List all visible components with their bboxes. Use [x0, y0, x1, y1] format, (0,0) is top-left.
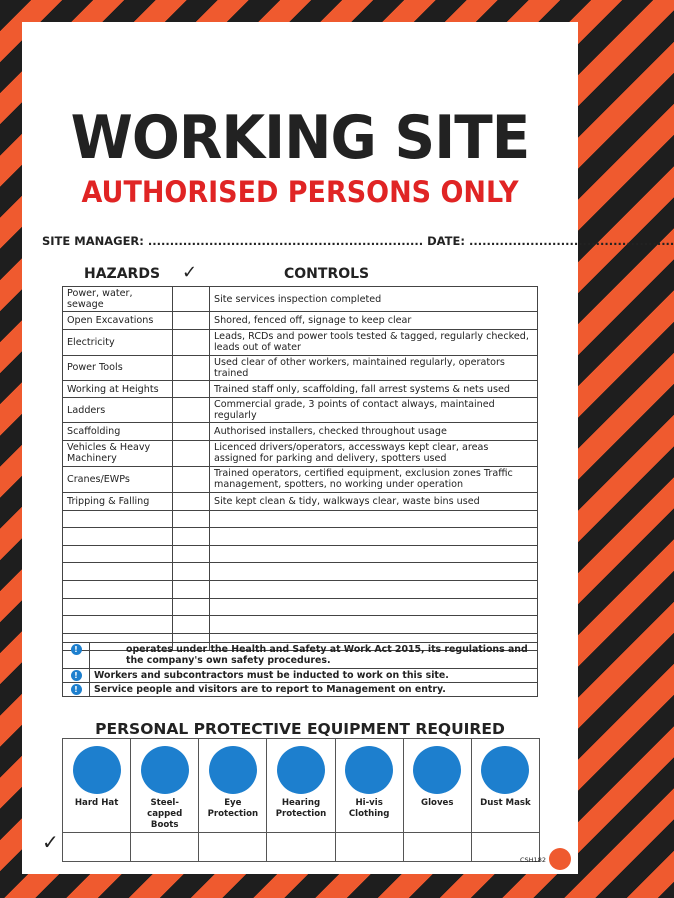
check-cell[interactable]: [173, 329, 210, 355]
dust-mask-icon: [481, 746, 529, 794]
control-cell: [210, 616, 538, 634]
ppe-item: [267, 739, 335, 833]
hazard-cell: Working at Heights: [63, 380, 173, 398]
hazard-row: [63, 398, 538, 423]
note-text: operates under the Health and Safety at Work Act 2015, its regulations and the company's own safety procedures.: [90, 643, 538, 669]
ppe-label: Hearing Protection: [275, 798, 327, 820]
hazard-cell: Scaffolding: [63, 423, 173, 441]
note-row: [63, 643, 538, 669]
ppe-item: [403, 739, 471, 833]
ppe-check-cell[interactable]: [403, 832, 471, 861]
hazard-cell: Power, water, sewage: [63, 287, 173, 312]
check-cell[interactable]: [173, 598, 210, 616]
boots-icon: [141, 746, 189, 794]
hazard-row: [63, 312, 538, 330]
hazard-cell: [63, 598, 173, 616]
note-row: [63, 682, 538, 696]
check-cell[interactable]: [173, 492, 210, 510]
ppe-item: [471, 739, 539, 833]
check-cell[interactable]: [173, 528, 210, 546]
control-cell: [210, 510, 538, 528]
control-cell: Site kept clean & tidy, walkways clear, waste bins used: [210, 492, 538, 510]
check-cell[interactable]: [173, 545, 210, 563]
check-cell[interactable]: [173, 616, 210, 634]
hazard-cell: [63, 580, 173, 598]
note-row: [63, 668, 538, 682]
site-manager-line: SITE MANAGER: ............................................................... DATE: ...............................................: [42, 234, 674, 248]
product-code: CSH182: [520, 856, 546, 864]
control-cell: Leads, RCDs and power tools tested & tagged, regularly checked, leads out of water: [210, 329, 538, 355]
control-cell: [210, 598, 538, 616]
info-icon: !: [71, 670, 82, 681]
ppe-label: Hard Hat: [74, 798, 119, 808]
sign-title: WORKING SITE: [70, 103, 530, 173]
control-cell: Licenced drivers/operators, accessways kept clear, areas assigned for parking and delivery, spotters used: [210, 440, 538, 466]
control-cell: Trained operators, certified equipment, exclusion zones Traffic management, spotters, no working under operation: [210, 466, 538, 492]
hazards-header: HAZARDS: [84, 266, 161, 282]
note-text: Service people and visitors are to report to Management on entry.: [90, 682, 538, 696]
ppe-item: [199, 739, 267, 833]
control-cell: Trained staff only, scaffolding, fall arrest systems & nets used: [210, 380, 538, 398]
hazard-cell: [63, 510, 173, 528]
ppe-check-cell[interactable]: [267, 832, 335, 861]
check-cell[interactable]: [173, 380, 210, 398]
hazard-cell: [63, 616, 173, 634]
control-cell: Commercial grade, 3 points of contact always, maintained regularly: [210, 398, 538, 423]
ppe-check-cell[interactable]: [335, 832, 403, 861]
hazard-row: [63, 492, 538, 510]
check-cell[interactable]: [173, 423, 210, 441]
hazard-row: [63, 466, 538, 492]
hazard-row: [63, 580, 538, 598]
ppe-label: Steel-capped Boots: [147, 798, 183, 831]
control-cell: [210, 545, 538, 563]
ppe-label: Gloves: [421, 798, 454, 808]
ppe-item: [131, 739, 199, 833]
check-cell[interactable]: [173, 355, 210, 380]
ppe-item: [335, 739, 403, 833]
check-cell[interactable]: [173, 312, 210, 330]
hazard-cell: Electricity: [63, 329, 173, 355]
hazard-row: [63, 616, 538, 634]
control-cell: Authorised installers, checked throughout usage: [210, 423, 538, 441]
ppe-check-cell[interactable]: [131, 832, 199, 861]
note-text: Workers and subcontractors must be inducted to work on this site.: [90, 668, 538, 682]
check-header: ✓: [182, 262, 198, 283]
ppe-table: [62, 738, 540, 862]
hazard-cell: Cranes/EWPs: [63, 466, 173, 492]
control-cell: [210, 528, 538, 546]
hazards-table: [62, 286, 538, 651]
hazard-cell: [63, 545, 173, 563]
info-icon: !: [71, 684, 82, 695]
hazard-row: [63, 380, 538, 398]
ppe-check-cell[interactable]: [63, 832, 131, 861]
hazard-row: [63, 510, 538, 528]
ppe-check-cell[interactable]: [199, 832, 267, 861]
hard-hat-icon: [73, 746, 121, 794]
notes-table: [62, 642, 538, 697]
info-icon: !: [71, 644, 82, 655]
check-cell[interactable]: [173, 440, 210, 466]
hazard-row: [63, 329, 538, 355]
hazard-cell: Tripping & Falling: [63, 492, 173, 510]
ppe-label: Dust Mask: [480, 798, 531, 808]
hi-vis-icon: [345, 746, 393, 794]
hazard-row: [63, 423, 538, 441]
hazard-row: [63, 563, 538, 581]
check-cell[interactable]: [173, 287, 210, 312]
check-cell[interactable]: [173, 580, 210, 598]
ppe-label: Eye Protection: [207, 798, 259, 820]
controls-header: CONTROLS: [284, 266, 370, 282]
hazard-row: [63, 598, 538, 616]
check-cell[interactable]: [173, 398, 210, 423]
hazard-cell: Power Tools: [63, 355, 173, 380]
ppe-label: Hi-vis Clothing: [348, 798, 390, 820]
hazard-row: [63, 440, 538, 466]
hazard-row: [63, 355, 538, 380]
check-cell[interactable]: [173, 563, 210, 581]
control-cell: [210, 580, 538, 598]
ppe-item: [63, 739, 131, 833]
ppe-title: PERSONAL PROTECTIVE EQUIPMENT REQUIRED: [95, 720, 505, 738]
control-cell: [210, 563, 538, 581]
control-cell: Shored, fenced off, signage to keep clear: [210, 312, 538, 330]
control-cell: Site services inspection completed: [210, 287, 538, 312]
eye-protection-icon: [209, 746, 257, 794]
hazard-cell: Ladders: [63, 398, 173, 423]
hazard-row: [63, 287, 538, 312]
sign-subtitle: AUTHORISED PERSONS ONLY: [81, 175, 519, 209]
sign-board: [22, 22, 674, 874]
gloves-icon: [413, 746, 461, 794]
hearing-protection-icon: [277, 746, 325, 794]
check-cell[interactable]: [173, 466, 210, 492]
hazard-cell: [63, 528, 173, 546]
hazard-cell: [63, 563, 173, 581]
hazard-cell: Vehicles & Heavy Machinery: [63, 440, 173, 466]
hazard-cell: Open Excavations: [63, 312, 173, 330]
hazard-row: [63, 528, 538, 546]
check-cell[interactable]: [173, 510, 210, 528]
brand-logo: [549, 848, 571, 870]
ppe-check-mark: ✓: [42, 830, 59, 854]
hazard-row: [63, 545, 538, 563]
control-cell: Used clear of other workers, maintained regularly, operators trained: [210, 355, 538, 380]
